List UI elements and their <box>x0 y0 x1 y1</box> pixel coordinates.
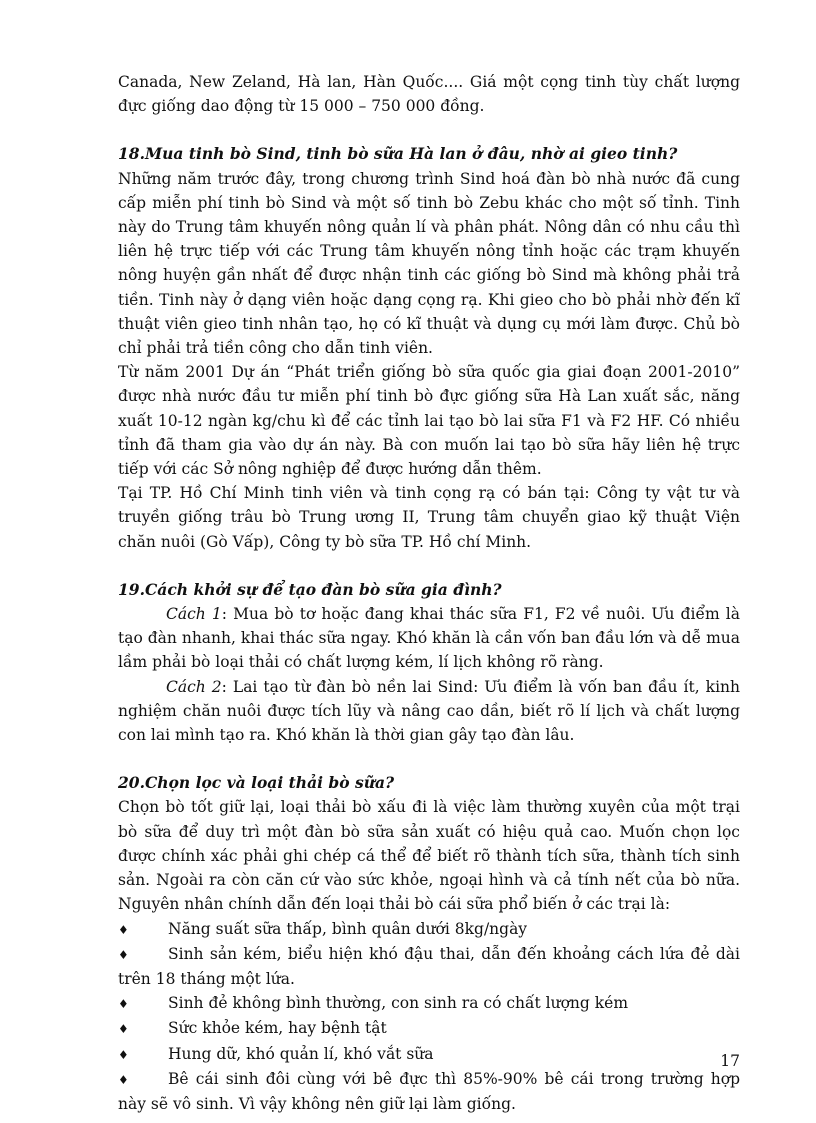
section-20-heading: 20.Chọn lọc và loại thải bò sữa? <box>118 773 395 793</box>
diamond-bullet-icon: ♦ <box>118 947 129 962</box>
bullet-text: Bê cái sinh đôi cùng với bê đực thì 85%-90% bê cái trong trường hợp này sẽ vô sinh. Vì vậy không nên giữ lại làm giống. <box>118 1069 740 1113</box>
section-18-paragraph-3: Tại TP. Hồ Chí Minh tinh viên và tinh cọng rạ có bán tại: Công ty vật tư và truyền giống trâu bò Trung ương II, Trung tâm chuyển giao kỹ thuật Viện chăn nuôi (Gò Vấp), Công ty bò sữa TP. Hồ chí Minh. <box>118 484 740 551</box>
spacer <box>118 118 740 142</box>
bullet-text: Sinh sản kém, biểu hiện khó đậu thai, dẫn đến khoảng cách lứa đẻ dài trên 18 tháng một lứa. <box>118 944 740 988</box>
bullet-item <box>118 1067 740 1116</box>
bullet-item <box>118 1016 740 1041</box>
section-19-heading: 19.Cách khởi sự để tạo đàn bò sữa gia đình? <box>118 579 502 599</box>
bullet-text: Hung dữ, khó quản lí, khó vắt sữa <box>168 1044 434 1063</box>
diamond-bullet-icon: ♦ <box>118 922 129 937</box>
bullet-text: Năng suất sữa thấp, bình quân dưới 8kg/ngày <box>168 919 528 938</box>
way-1-text: : Mua bò tơ hoặc đang khai thác sữa F1, F2 về nuôi. Ưu điểm là tạo đàn nhanh, khai thác sữa ngay. Khó khăn là cần vốn ban đầu lớn và dễ mua lầm phải bò loại thải có chất lượng kém, lí lịch không rõ ràng. <box>118 605 740 672</box>
bullet-text: Sức khỏe kém, hay bệnh tật <box>168 1019 387 1038</box>
way-2-text: : Lai tạo từ đàn bò nền lai Sind: Ưu điểm là vốn ban đầu ít, kinh nghiệm chăn nuôi được tích lũy và nâng cao dần, biết rõ lí lịch và chất lượng con lai mình tạo ra. Khó khăn là thời gian gây tạo đàn lâu. <box>118 677 741 745</box>
section-19-way-2 <box>118 675 740 748</box>
bullet-item <box>118 991 740 1016</box>
spacer <box>118 747 740 771</box>
section-18-paragraph-1: Những năm trước đây, trong chương trình Sind hoá đàn bò nhà nước đã cung cấp miễn phí tinh bò Sind và một số tinh bò Zebu khác cho một số tỉnh. Tinh này do Trung tâm khuyến nông quản lí và phân phát. Nông dân có nhu cầu thì liên hệ trực tiếp với các Trung tâm khuyến nông tỉnh hoặc các trạm khuyến nông huyện gần nhất để được nhận tinh các giống bò Sind mà không phải trả tiền. Tinh này ở dạng viên hoặc dạng cọng rạ. Khi gieo cho bò phải nhờ đến kĩ thuật viên gieo tinh nhân tạo, họ có kĩ thuật và dụng cụ mới làm được. Chủ bò chỉ phải trả tiền công cho dẫn tinh viên. <box>118 169 740 358</box>
bullet-item <box>118 917 740 942</box>
spacer <box>118 554 740 578</box>
section-18-paragraph-2: Từ năm 2001 Dự án “Phát triển giống bò sữa quốc gia giai đoạn 2001-2010” được nhà nước đầu tư miễn phí tinh bò đực giống sữa Hà Lan xuất sắc, năng xuất 10-12 ngàn kg/chu kì để các tỉnh lai tạo bò lai sữa F1 và F2 HF. Có nhiều tỉnh đã tham gia vào dự án này. Bà con muốn lai tạo bò sữa hãy liên hệ trực tiếp với các Sở nông nghiệp để được hướng dẫn thêm. <box>118 363 740 479</box>
section-19-way-1 <box>118 602 740 675</box>
document-page <box>118 70 740 1116</box>
intro-paragraph: Canada, New Zeland, Hà lan, Hàn Quốc.... Giá một cọng tinh tùy chất lượng đực giống dao động từ 15 000 – 750 000 đồng. <box>118 73 740 116</box>
diamond-bullet-icon: ♦ <box>118 997 129 1012</box>
bullet-text: Sinh đẻ không bình thường, con sinh ra có chất lượng kém <box>168 994 629 1013</box>
bullet-item <box>118 1042 740 1067</box>
section-18-heading: 18.Mua tinh bò Sind, tinh bò sữa Hà lan ở đâu, nhờ ai gieo tinh? <box>118 144 678 164</box>
diamond-bullet-icon: ♦ <box>118 1022 129 1037</box>
bullet-item <box>118 942 740 991</box>
way-2-label: Cách 2 <box>166 677 222 696</box>
way-1-label: Cách 1 <box>166 605 222 624</box>
diamond-bullet-icon: ♦ <box>118 1072 129 1087</box>
page-number: 17 <box>720 1052 740 1070</box>
diamond-bullet-icon: ♦ <box>118 1047 129 1062</box>
section-20-paragraph-1: Chọn bò tốt giữ lại, loại thải bò xấu đi là việc làm thường xuyên của một trại bò sữa để duy trì một đàn bò sữa sản xuất có hiệu quả cao. Muốn chọn lọc được chính xác phải ghi chép cá thể để biết rõ thành tích sữa, thành tích sinh sản. Ngoài ra còn căn cứ vào sức khỏe, ngoại hình và cả tính nết của bò nữa. Nguyên nhân chính dẫn đến loại thải bò cái sữa phổ biến ở các trại là: <box>118 798 740 914</box>
